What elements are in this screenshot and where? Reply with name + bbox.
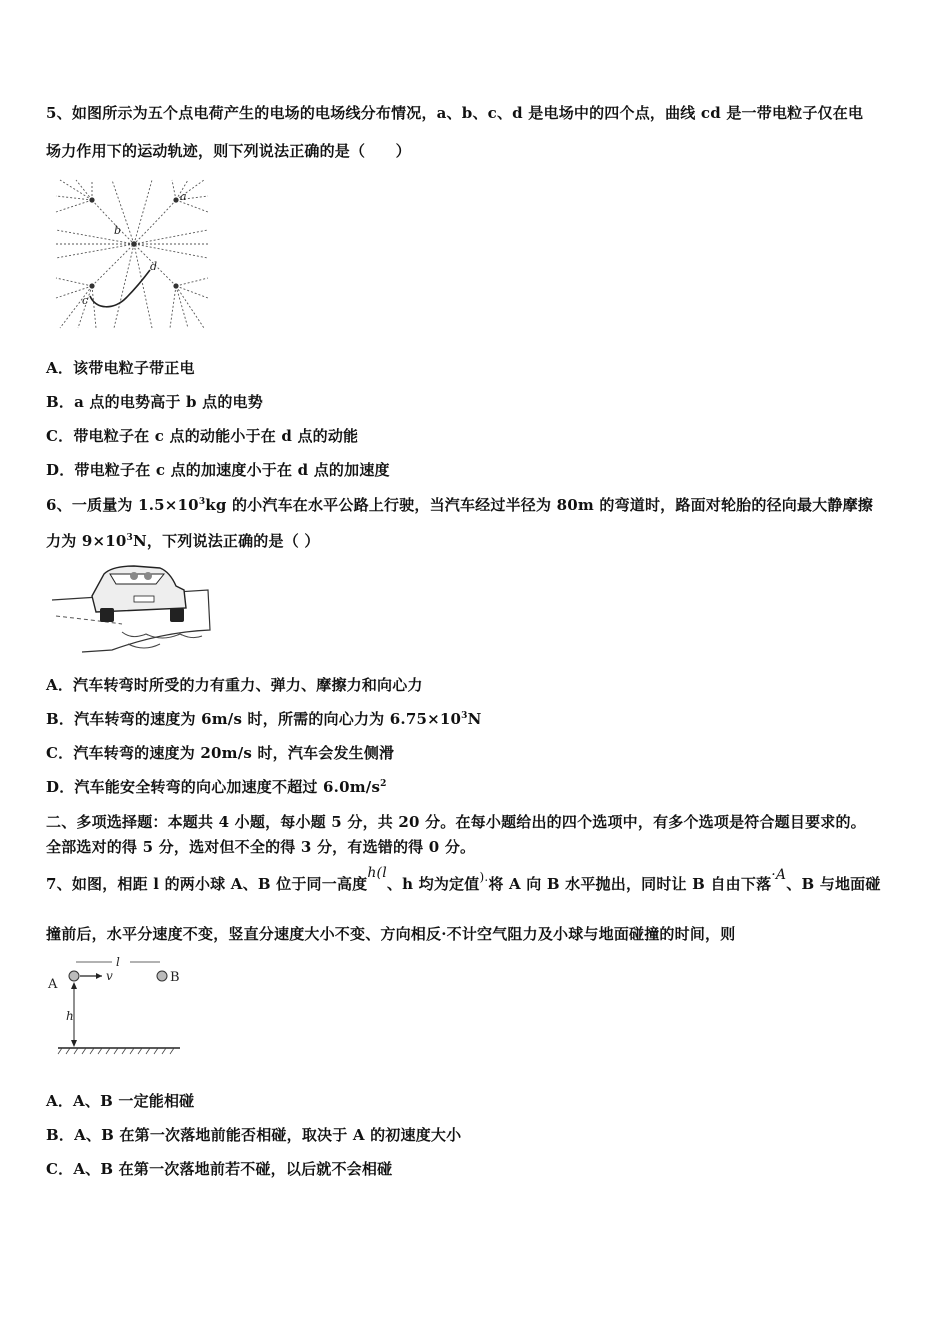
two-balls-figure [44, 956, 184, 1056]
velocity-label: v [106, 969, 113, 983]
point-d-label: d [150, 260, 158, 273]
q5-stem-line1: 5、如图所示为五个点电荷产生的电场的电场线分布情况，a、b、c、d 是电场中的四个点，曲线 cd 是一带电粒子仅在电 [46, 104, 864, 122]
q5-option-d: D．带电粒子在 c 点的加速度小于在 d 点的加速度 [46, 461, 390, 479]
distance-l-label: l [116, 956, 120, 969]
section2-instructions-line1: 二、多项选择题：本题共 4 小题，每小题 5 分，共 20 分。在每小题给出的四个选项中，有多个选项是符合题目要求的。 [46, 813, 866, 831]
q7-stem-line2: 撞前后，水平分速度不变，竖直分速度大小不变、方向相反·不计空气阻力及小球与地面碰撞的时间，则 [46, 925, 736, 943]
q7-option-c: C．A、B 在第一次落地前若不碰，以后就不会相碰 [46, 1160, 393, 1178]
q6-option-d: D．汽车能安全转弯的向心加速度不超过 $6.0m/s^2$ [46, 778, 387, 796]
electric-field-figure [52, 178, 212, 330]
q5-option-b: B．a 点的电势高于 b 点的电势 [46, 393, 263, 411]
q6-stem-line2: 力为 $9\times 10^3N$，下列说法正确的是（ ） [46, 532, 320, 550]
height-h-label: h [66, 1009, 74, 1023]
q7-option-a: A．A、B 一定能相碰 [46, 1092, 195, 1110]
section2-instructions-line2: 全部选对的得 5 分，选对但不全的得 3 分，有选错的得 0 分。 [46, 838, 476, 856]
q5-option-a: A．该带电粒子带正电 [46, 359, 195, 377]
ball-a-label: A [48, 977, 58, 992]
q7-option-b: B．A、B 在第一次落地前能否相碰，取决于 A 的初速度大小 [46, 1126, 462, 1144]
q6-option-a: A．汽车转弯时所受的力有重力、弹力、摩擦力和向心力 [46, 676, 423, 694]
car-on-curve-figure [52, 560, 212, 656]
q7-stem-line1: 7、如图，相距 l 的两小球 A、B 位于同一高度h(l、h 均为定值).将 A 向 B 水平抛出，同时让 B 自由下落·A、B 与地面碰 [46, 865, 881, 893]
point-a-label: a [180, 190, 187, 203]
ball-b-label: B [170, 970, 180, 985]
q5-option-c: C．带电粒子在 c 点的动能小于在 d 点的动能 [46, 427, 359, 445]
point-b-label: b [114, 224, 122, 237]
q6-option-c: C．汽车转弯的速度为 20m/s 时，汽车会发生侧滑 [46, 744, 395, 762]
q6-option-b: B．汽车转弯的速度为 6m/s 时，所需的向心力为 $6.75\times 10^3N$ [46, 710, 482, 728]
q5-stem-line2: 场力作用下的运动轨迹，则下列说法正确的是（ ） [46, 142, 411, 160]
point-c-label: c [82, 294, 89, 307]
q6-stem-line1: 6、一质量为 $1.5\times 10^3kg$ 的小汽车在水平公路上行驶，当汽车经过半径为 80m 的弯道时，路面对轮胎的径向最大静摩擦 [46, 496, 873, 514]
